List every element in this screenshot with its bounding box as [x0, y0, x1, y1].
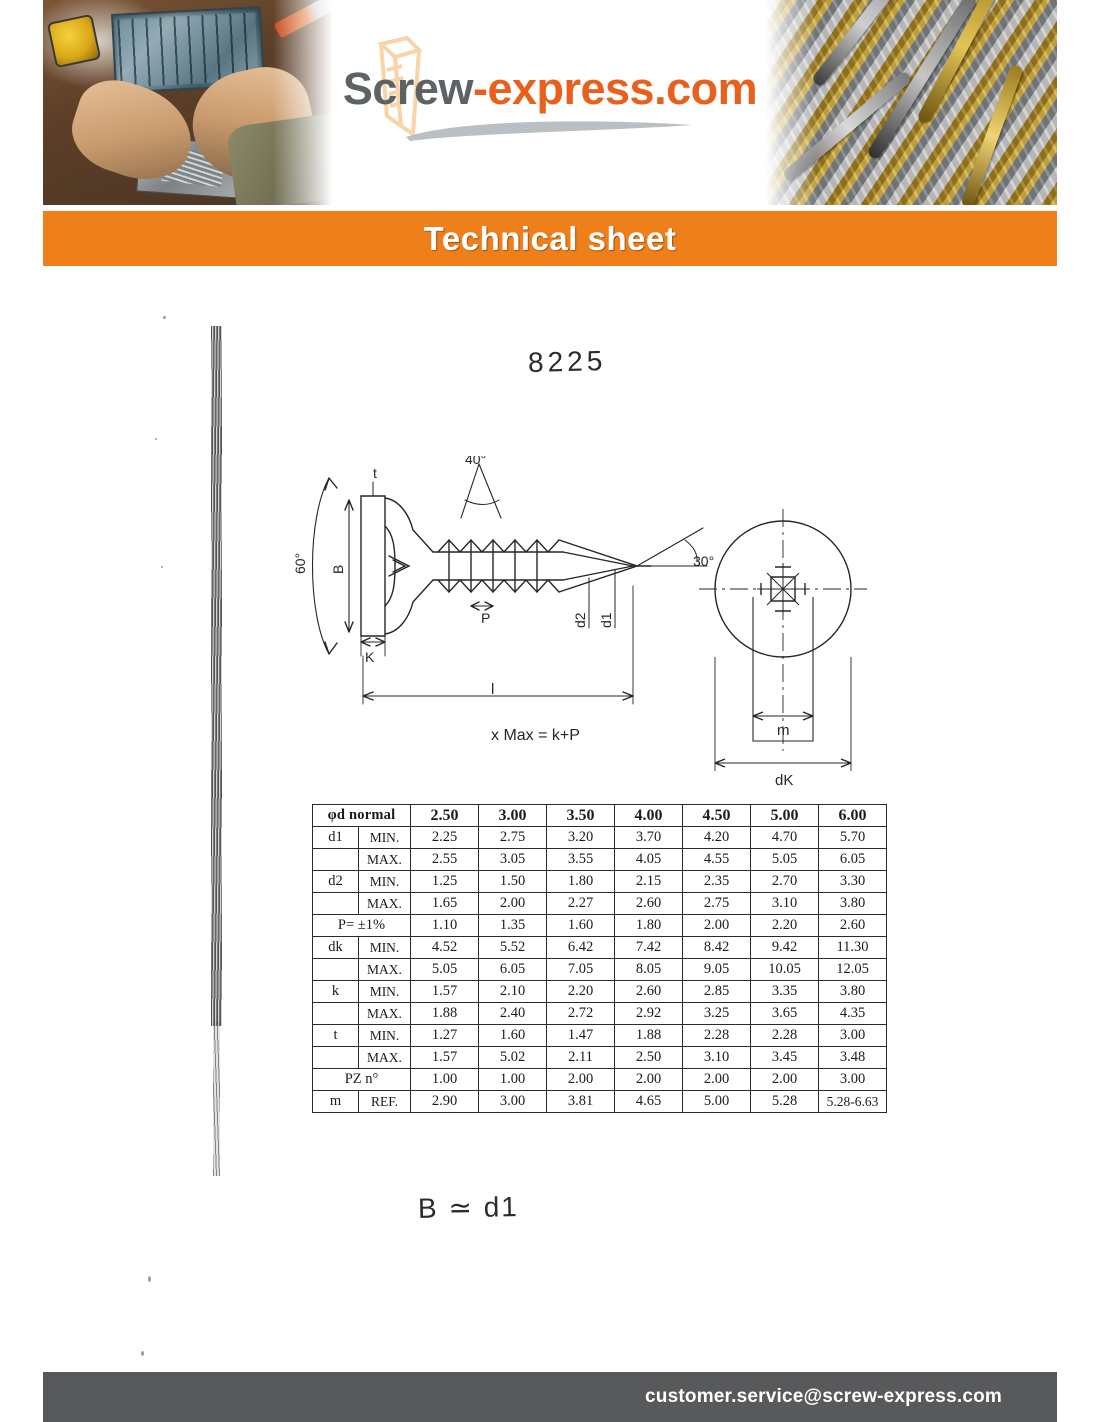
table-cell: 1.80 [547, 871, 615, 893]
d1-label: d1 [598, 612, 614, 628]
scan-speck [161, 566, 163, 568]
table-cell: 3.55 [547, 849, 615, 871]
table-cell: 4.52 [411, 937, 479, 959]
table-col-header: 3.00 [479, 805, 547, 827]
row-sublabel: MAX. [359, 1003, 411, 1025]
table-cell: 1.57 [411, 1047, 479, 1069]
workbench-photo [43, 0, 343, 205]
scan-speck [163, 316, 166, 319]
table-cell: 2.00 [751, 1069, 819, 1091]
length-l-label: l [491, 681, 495, 698]
table-cell: 3.81 [547, 1091, 615, 1113]
table-cell: 3.10 [683, 1047, 751, 1069]
photo-fade-left [273, 0, 343, 205]
table-cell: 2.28 [683, 1025, 751, 1047]
table-cell: 5.28 [751, 1091, 819, 1113]
table-cell: 5.70 [819, 827, 887, 849]
angle-30-label: 30° [693, 553, 715, 569]
table-cell: 3.45 [751, 1047, 819, 1069]
table-cell: 2.55 [411, 849, 479, 871]
row-sublabel: MIN. [359, 981, 411, 1003]
table-cell: 11.30 [819, 937, 887, 959]
table-row [313, 827, 887, 849]
table-row [313, 871, 887, 893]
table-cell: 3.70 [615, 827, 683, 849]
technical-sheet-banner [43, 211, 1057, 266]
table-cell: 4.65 [615, 1091, 683, 1113]
handwritten-note-b-d1: B ≃ d1 [417, 1191, 520, 1224]
table-cell: 2.50 [615, 1047, 683, 1069]
row-label: d2 [313, 871, 359, 893]
row-label: P= ±1% [313, 915, 411, 937]
table-cell: 1.00 [411, 1069, 479, 1091]
formula-label: x Max = k+P [491, 727, 580, 744]
table-cell: 2.00 [683, 915, 751, 937]
table-cell: 5.05 [751, 849, 819, 871]
table-cell: 6.42 [547, 937, 615, 959]
footer-email[interactable]: customer.service@screw-express.com [645, 1386, 1002, 1407]
row-sublabel: MAX. [359, 1047, 411, 1069]
page-header [43, 0, 1057, 205]
table-cell: 2.28 [751, 1025, 819, 1047]
row-label: t [313, 1025, 359, 1047]
brand-logo[interactable] [343, 0, 757, 205]
K-label: K [365, 649, 375, 665]
logo-text [343, 63, 757, 115]
table-cell: 1.60 [479, 1025, 547, 1047]
table-cell: 6.05 [819, 849, 887, 871]
table-cell: 2.25 [411, 827, 479, 849]
table-cell: 2.10 [479, 981, 547, 1003]
row-label: d1 [313, 827, 359, 849]
table-row [313, 1047, 887, 1069]
table-cell: 3.80 [819, 893, 887, 915]
row-label [313, 893, 359, 915]
table-cell: 2.15 [615, 871, 683, 893]
row-label [313, 1003, 359, 1025]
table-cell: 5.52 [479, 937, 547, 959]
table-cell: 9.05 [683, 959, 751, 981]
table-cell: 5.02 [479, 1047, 547, 1069]
table-cell: 2.75 [683, 893, 751, 915]
row-sublabel: MAX. [359, 959, 411, 981]
table-cell: 3.35 [751, 981, 819, 1003]
table-cell: 1.80 [615, 915, 683, 937]
screw-head-top-view [683, 501, 903, 791]
table-cell: 2.20 [751, 915, 819, 937]
table-row [313, 915, 887, 937]
table-cell: 3.20 [547, 827, 615, 849]
table-cell: 2.35 [683, 871, 751, 893]
row-label [313, 959, 359, 981]
table-header-row [313, 805, 887, 827]
dimensions-table-body [313, 805, 887, 1113]
table-cell: 1.65 [411, 893, 479, 915]
table-cell: 4.55 [683, 849, 751, 871]
table-cell: 2.60 [615, 981, 683, 1003]
table-cell: 1.57 [411, 981, 479, 1003]
row-label [313, 1047, 359, 1069]
table-row [313, 959, 887, 981]
table-cell: 5.28-6.63 [819, 1091, 887, 1113]
table-row [313, 1025, 887, 1047]
table-cell: 2.60 [615, 893, 683, 915]
row-label: dk [313, 937, 359, 959]
logo-text-part2: -express.com [472, 62, 758, 114]
table-cell: 8.42 [683, 937, 751, 959]
table-cell: 7.05 [547, 959, 615, 981]
row-sublabel: REF. [359, 1091, 411, 1113]
P-label: P [481, 610, 491, 626]
table-cell: 8.05 [615, 959, 683, 981]
logo-text-part1: Screw [342, 62, 473, 114]
table-row [313, 1003, 887, 1025]
page-footer [43, 1372, 1057, 1422]
scan-edge-artifact [211, 326, 222, 1026]
tape-measure [47, 14, 102, 69]
row-label: m [313, 1091, 359, 1113]
row-sublabel: MIN. [359, 1025, 411, 1047]
logo-swoosh [400, 117, 700, 143]
table-cell: 3.65 [751, 1003, 819, 1025]
dK-label: dK [775, 772, 794, 789]
table-cell: 3.00 [819, 1069, 887, 1091]
scanned-drawing-area [43, 266, 1057, 1372]
table-cell: 3.00 [819, 1025, 887, 1047]
table-cell: 3.05 [479, 849, 547, 871]
table-cell: 2.11 [547, 1047, 615, 1069]
table-cell: 2.70 [751, 871, 819, 893]
table-cell: 1.35 [479, 915, 547, 937]
table-cell: 4.05 [615, 849, 683, 871]
table-cell: 4.20 [683, 827, 751, 849]
table-row [313, 849, 887, 871]
table-cell: 1.88 [411, 1003, 479, 1025]
table-cell: 2.00 [615, 1069, 683, 1091]
table-col-header: 2.50 [411, 805, 479, 827]
table-cell: 3.80 [819, 981, 887, 1003]
table-cell: 1.47 [547, 1025, 615, 1047]
table-cell: 2.00 [683, 1069, 751, 1091]
row-label: k [313, 981, 359, 1003]
table-cell: 3.25 [683, 1003, 751, 1025]
table-cell: 1.25 [411, 871, 479, 893]
scan-edge-artifact-lower [213, 1021, 220, 1176]
table-cell: 1.10 [411, 915, 479, 937]
screw-pile-photo [757, 0, 1057, 205]
scan-speck [148, 1276, 151, 1282]
table-cell: 1.60 [547, 915, 615, 937]
row-sublabel: MIN. [359, 827, 411, 849]
table-row [313, 1069, 887, 1091]
table-cell: 10.05 [751, 959, 819, 981]
table-cell: 1.88 [615, 1025, 683, 1047]
m-label: m [777, 722, 790, 739]
table-col-header: 5.00 [751, 805, 819, 827]
row-sublabel: MIN. [359, 871, 411, 893]
table-cell: 4.35 [819, 1003, 887, 1025]
table-cell: 1.27 [411, 1025, 479, 1047]
d2-label: d2 [572, 612, 588, 628]
row-sublabel: MIN. [359, 937, 411, 959]
table-cell: 2.92 [615, 1003, 683, 1025]
table-cell: 2.60 [819, 915, 887, 937]
table-cell: 2.27 [547, 893, 615, 915]
dimensions-table [312, 804, 887, 1113]
table-row [313, 981, 887, 1003]
table-cell: 2.72 [547, 1003, 615, 1025]
table-cell: 5.00 [683, 1091, 751, 1113]
handwritten-drawing-number: 8225 [527, 344, 607, 379]
table-cell: 6.05 [479, 959, 547, 981]
banner-title: Technical sheet [423, 219, 677, 257]
table-cell: 2.85 [683, 981, 751, 1003]
table-cell: 1.50 [479, 871, 547, 893]
row-sublabel: MAX. [359, 893, 411, 915]
row-sublabel: MAX. [359, 849, 411, 871]
table-cell: 9.42 [751, 937, 819, 959]
table-cell: 1.00 [479, 1069, 547, 1091]
photo-fade-right [757, 0, 817, 205]
page-left-margin [0, 0, 43, 1422]
table-row [313, 937, 887, 959]
row-label [313, 849, 359, 871]
table-cell: 3.00 [479, 1091, 547, 1113]
scan-speck [141, 1351, 144, 1356]
table-cell: 2.20 [547, 981, 615, 1003]
angle-60-label: 60° [292, 552, 308, 574]
table-col-header: 6.00 [819, 805, 887, 827]
table-cell: 2.75 [479, 827, 547, 849]
table-cell: 4.70 [751, 827, 819, 849]
scan-speck [155, 438, 157, 440]
row-label: PZ n° [313, 1069, 411, 1091]
table-cell: 2.90 [411, 1091, 479, 1113]
table-cell: 2.00 [547, 1069, 615, 1091]
table-cell: 7.42 [615, 937, 683, 959]
table-cell: 3.30 [819, 871, 887, 893]
table-cell: 2.00 [479, 893, 547, 915]
table-col-header: 3.50 [547, 805, 615, 827]
table-col-header: 4.00 [615, 805, 683, 827]
B-label: B [330, 564, 346, 574]
table-cell: 3.48 [819, 1047, 887, 1069]
angle-40-label: 40° [465, 456, 487, 467]
table-cell: 5.05 [411, 959, 479, 981]
t-label: t [373, 465, 377, 481]
table-row [313, 1091, 887, 1113]
table-row [313, 893, 887, 915]
table-cell: 3.10 [751, 893, 819, 915]
table-col-header: 4.50 [683, 805, 751, 827]
table-cell: 12.05 [819, 959, 887, 981]
page-right-margin [1057, 0, 1100, 1422]
table-cell: 2.40 [479, 1003, 547, 1025]
table-corner-label: φd normal [313, 805, 411, 827]
